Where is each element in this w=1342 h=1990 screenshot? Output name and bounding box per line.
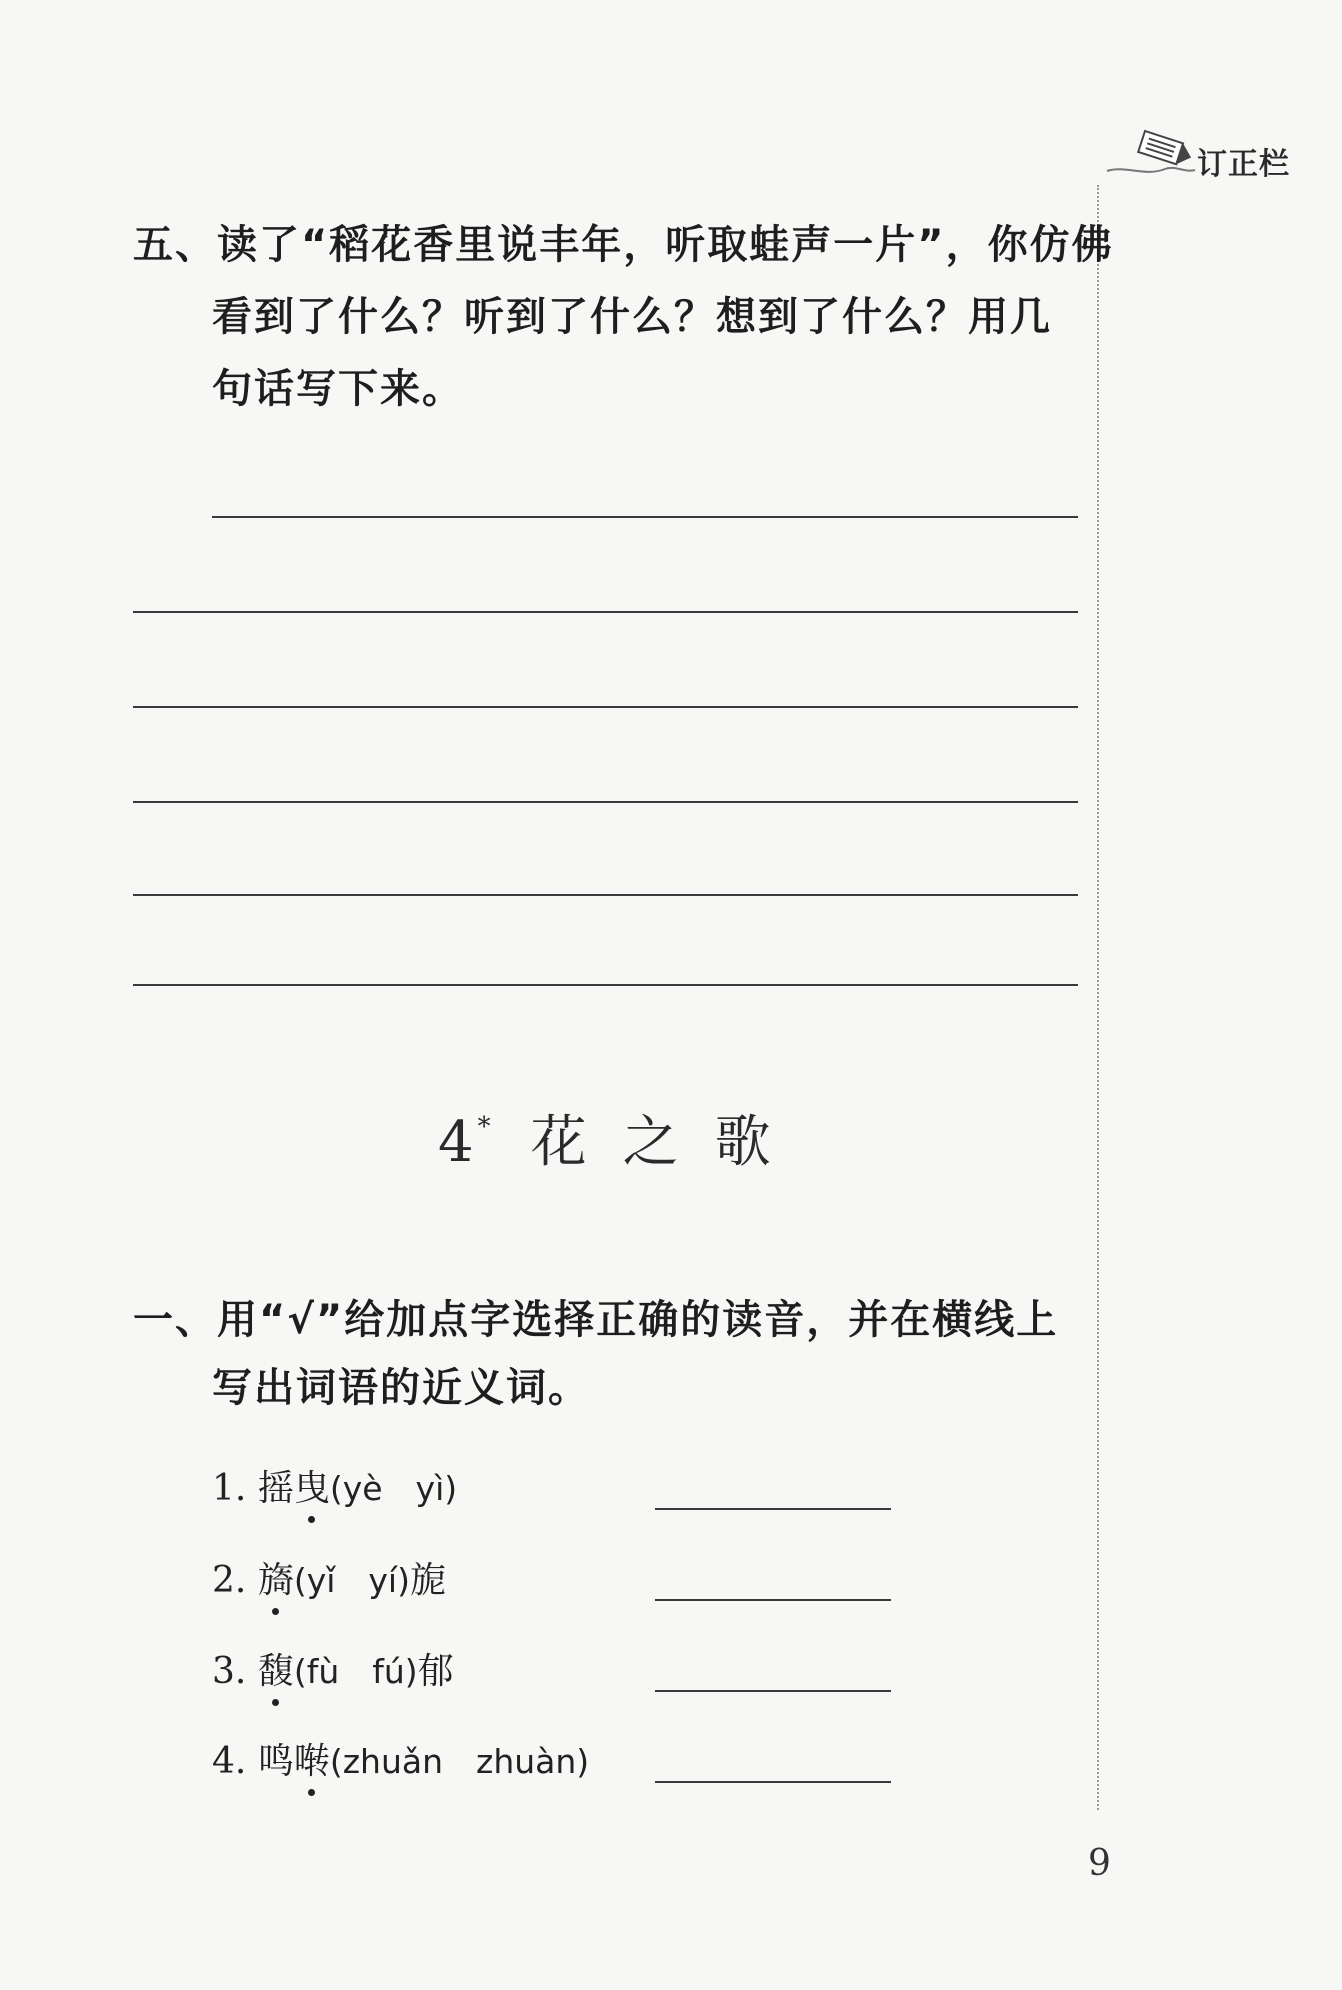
answer-writing-line[interactable]: [133, 706, 1078, 708]
section1-question-line1: [133, 1288, 1058, 1345]
pinyin-options[interactable]: (fù fú): [293, 1652, 418, 1691]
synonym-answer-line[interactable]: [655, 1781, 891, 1783]
item-chars: 摇: [257, 1468, 294, 1509]
section5-text-line2: 看到了什么？听到了什么？想到了什么？用几: [212, 294, 1052, 340]
synonym-answer-line[interactable]: [655, 1508, 891, 1510]
synonym-answer-line[interactable]: [655, 1690, 891, 1692]
list-item: [212, 1552, 446, 1603]
list-item: [212, 1733, 589, 1784]
pinyin-options[interactable]: (yǐ yí): [293, 1561, 410, 1600]
correction-column-label: 订正栏: [1197, 147, 1290, 182]
item-index: 1.: [212, 1468, 247, 1509]
item-suffix: 旎: [409, 1560, 446, 1601]
dotted-character: 旖: [258, 1552, 294, 1603]
answer-writing-line[interactable]: [133, 801, 1078, 803]
page-number: 9: [1088, 1843, 1111, 1884]
item-index: 3.: [212, 1651, 247, 1692]
list-item: [212, 1460, 457, 1511]
lesson-title: [438, 1098, 807, 1178]
dotted-character: 馥: [258, 1643, 294, 1694]
pinyin-options[interactable]: (yè yì): [329, 1469, 458, 1508]
section5-text-line1: 读了“稻花香里说丰年，听取蛙声一片”，你仿佛: [217, 222, 1114, 268]
answer-writing-line[interactable]: [212, 516, 1078, 518]
correction-column-header: [1105, 125, 1325, 185]
section5-text-line3: 句话写下来。: [212, 366, 464, 412]
lesson-star-mark: *: [477, 1112, 491, 1142]
pinyin-options[interactable]: (zhuǎn zhuàn): [329, 1742, 590, 1781]
item-index: 2.: [212, 1560, 247, 1601]
section1-number: 一、: [133, 1297, 217, 1343]
item-suffix: 郁: [417, 1651, 454, 1692]
lesson-name: 花之歌: [530, 1110, 807, 1175]
dotted-character: 啭: [294, 1733, 330, 1784]
list-item: [212, 1643, 454, 1694]
answer-writing-line[interactable]: [133, 611, 1078, 613]
item-index: 4.: [212, 1741, 247, 1782]
section1-text-line1: 用“√”给加点字选择正确的读音，并在横线上: [217, 1297, 1059, 1343]
section5-number: 五、: [133, 222, 217, 268]
item-chars: 鸣: [257, 1741, 294, 1782]
answer-writing-line[interactable]: [133, 984, 1078, 986]
correction-column-divider: [1097, 185, 1099, 1810]
section1-text-line2: 写出词语的近义词。: [212, 1365, 590, 1411]
lesson-number: 4: [438, 1110, 474, 1175]
synonym-answer-line[interactable]: [655, 1599, 891, 1601]
section5-question-line1: [133, 213, 1114, 270]
dotted-character: 曳: [294, 1460, 330, 1511]
answer-writing-line[interactable]: [133, 894, 1078, 896]
